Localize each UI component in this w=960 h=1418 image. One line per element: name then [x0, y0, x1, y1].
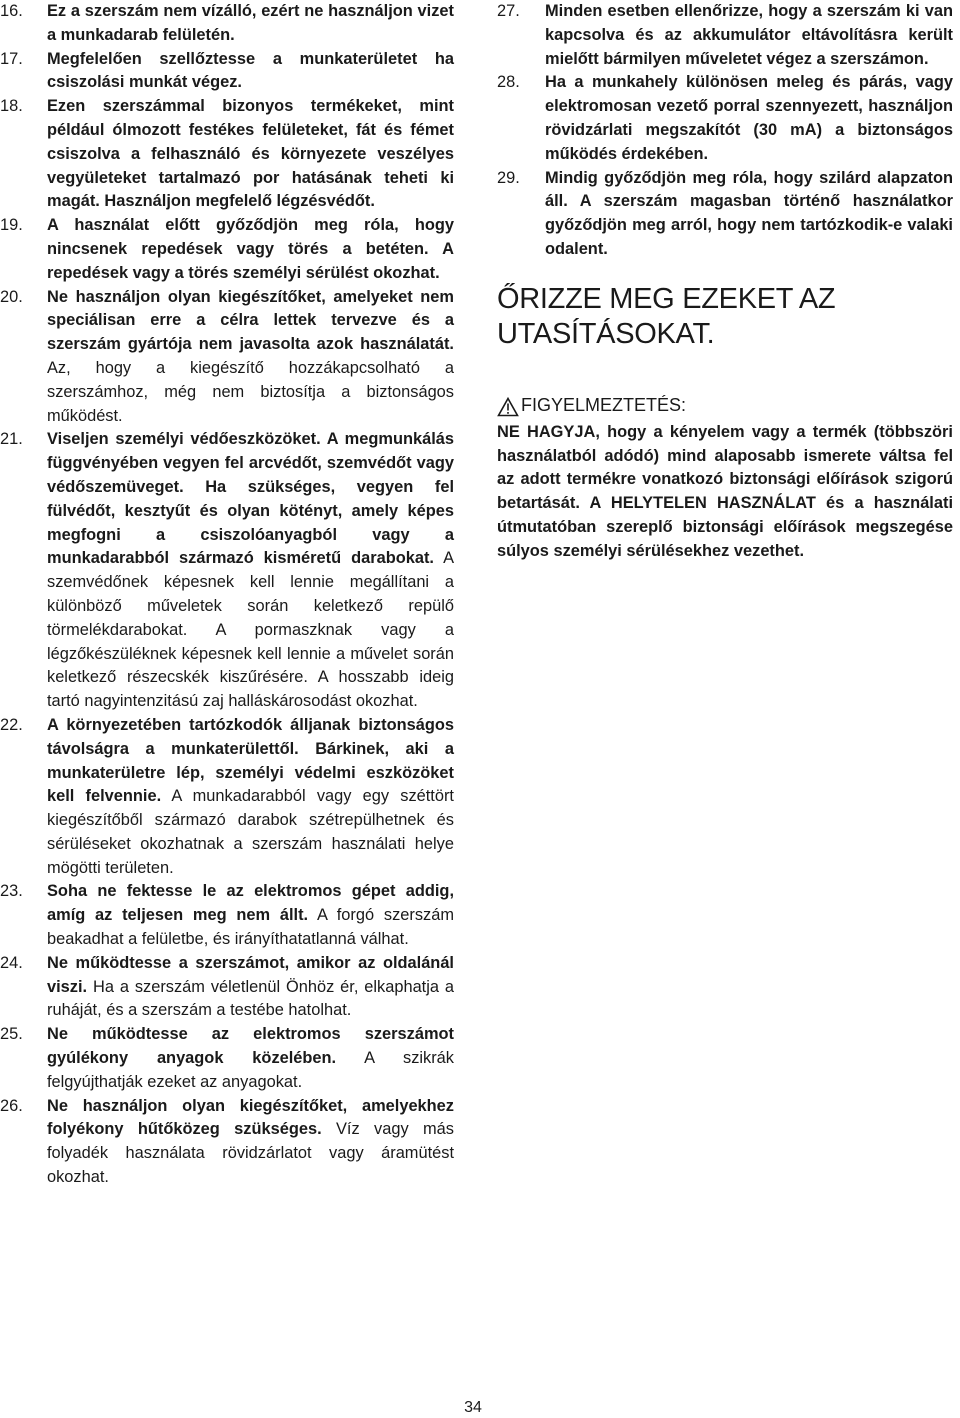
item-number: 26. [0, 1096, 23, 1115]
right-item-list [497, 0, 953, 262]
item-number: 16. [0, 2, 23, 20]
item-text-bold: Ezen szerszámmal bizonyos termékeket, mint például ólmozott festékes felületeket, fát és fémet csiszolva a felhasználó és környezete veszélyes vegyületeket tartalmazó por hatásának teheti ki magát. Használjon megfelelő légzésvédőt. [47, 97, 454, 211]
item-number: 24. [0, 953, 23, 972]
item-number: 28. [497, 73, 520, 92]
item-text-bold: Minden esetben ellenőrizze, hogy a szerszám ki van kapcsolva és az akkumulátor eltávolításra került mielőtt bármilyen műveletet végez a szerszámon. [545, 2, 953, 68]
item-text-bold: A használat előtt győződjön meg róla, hogy nincsenek repedések vagy törés a betéten. A repedések vagy a törés személyi sérülést okozhat. [47, 216, 454, 282]
warning-title [497, 393, 953, 417]
item-text-bold: Soha ne fektesse le az elektromos gépet addig, amíg az teljesen meg nem állt. [47, 882, 454, 925]
item-number: 21. [0, 430, 23, 449]
list-item [0, 214, 454, 285]
item-number: 22. [0, 715, 23, 734]
warning-title-text: FIGYELMEZTETÉS: [521, 394, 687, 415]
item-text-bold: Ne használjon olyan kiegészítőket, amelyeket nem speciálisan erre a célra lettek tervezve és a szerszám gyártója nem javasolta azok használatát. [47, 287, 454, 354]
page-number: 34 [464, 1399, 482, 1416]
list-item [0, 95, 454, 214]
list-item [0, 1023, 454, 1094]
item-number: 23. [0, 882, 23, 901]
list-item [497, 167, 953, 262]
heading-line-2: UTASÍTÁSOKAT. [497, 317, 715, 350]
item-text: A forgó szerszám beakadhat a felületbe, és irányíthatatlanná válhat. [47, 906, 455, 949]
item-text-bold: Mindig győződjön meg róla, hogy szilárd alapzaton áll. A szerszám magasban történő használatkor győződjön meg arról, hogy nem tartózkodik-e valaki odalent. [545, 168, 953, 258]
list-item [0, 0, 454, 48]
item-number: 19. [0, 216, 23, 235]
item-text-bold: Ha a munkahely különösen meleg és párás, vagy elektromosan vezető porral szennyezett, használjon rövidzárlati megszakítót (30 mA) a biztonságos működés érdekében. [545, 73, 953, 163]
list-item [0, 880, 454, 951]
list-item [497, 71, 953, 166]
heading-line-1: ŐRIZZE MEG EZEKET AZ [497, 282, 836, 315]
item-text: A szemvédőnek képesnek kell lennie megállítani a különböző műveletek során keletkező repülő törmelékdarabokat. A pormaszknak vagy a légzőkészüléknek képesnek kell lennie a művelet során keletkező részecskék kiszűrésére. A hosszabb ideig tartó nagyintenzitású zaj halláskárosodást okozhat. [47, 549, 454, 711]
item-text: A szikrák felgyújthatják ezeket az anyagokat. [47, 1049, 454, 1091]
list-item [0, 48, 454, 96]
item-number: 20. [0, 287, 23, 306]
list-item [0, 428, 454, 714]
keep-instructions-heading [497, 282, 953, 352]
item-text: Víz vagy más folyadék használata rövidzárlatot vagy áramütést okozhat. [47, 1120, 454, 1187]
list-item [0, 952, 454, 1023]
item-text-bold: Ne működtesse a szerszámot, amikor az oldalánál viszi. [47, 953, 454, 996]
warning-body: NE HAGYJA, hogy a kényelem vagy a termék (többszöri használatból adódó) mind alaposabb ismerete váltsa fel az adott termékre vonatkozó biztonsági előírások szigorú betartását. A HELYTELEN HASZNÁLAT és a használati útmutatóban szereplő biztonsági előírások megszegése súlyos személyi sérülésekhez vezethet. [497, 422, 953, 560]
right-column [497, 0, 953, 564]
list-item [0, 286, 454, 429]
item-text: A munkadarabból vagy egy széttört kiegészítőből származó darabok szétrepülhetnek és sérüléseket okozhatnak a szerszám használati helye mögötti területen. [47, 787, 454, 877]
item-text-bold: A környezetében tartózkodók álljanak biztonságos távolságra a munkaterülettől. Bárkinek, aki a munkaterületre lép, személyi védelmi eszközöket kell felvennie. [47, 715, 454, 806]
item-number: 18. [0, 97, 23, 116]
item-text: Az, hogy a kiegészítő hozzákapcsolható a szerszámhoz, még nem biztosítja a biztonságos működést. [47, 358, 454, 425]
item-text-bold: Viseljen személyi védőeszközöket. A megmunkálás függvényében vegyen fel arcvédőt, szemvédőt vagy védőszemüveget. Ha szükséges, vegyen fel fülvédőt, kesztyűt és olyan kötényt, amely képes megfogni a csiszolóanyagból vagy a munkadarabból származó kisméretű darabokat. [47, 430, 454, 568]
item-text-bold: Ne használjon olyan kiegészítőket, amelyekhez folyékony hűtőközeg szükséges. [47, 1096, 454, 1139]
item-number: 27. [497, 2, 520, 20]
item-text-bold: Ne működtesse az elektromos szerszámot gyúlékony anyagok közelében. [47, 1025, 454, 1068]
item-text-bold: Ez a szerszám nem vízálló, ezért ne használjon vizet a munkadarab felületén. [47, 2, 454, 44]
item-text: Ha a szerszám véletlenül Önhöz ér, elkaphatja a ruháját, és a szerszám a testébe hatolhat. [47, 977, 454, 1020]
item-number: 17. [0, 49, 23, 68]
item-text-bold: Megfelelően szellőztesse a munkaterületet ha csiszolási munkát végez. [47, 49, 454, 92]
list-item [497, 0, 953, 71]
list-item [0, 714, 454, 881]
list-item [0, 1095, 454, 1190]
item-number: 29. [497, 168, 520, 187]
item-number: 25. [0, 1025, 23, 1044]
left-column [0, 0, 454, 1190]
warning-triangle-icon [497, 397, 519, 417]
